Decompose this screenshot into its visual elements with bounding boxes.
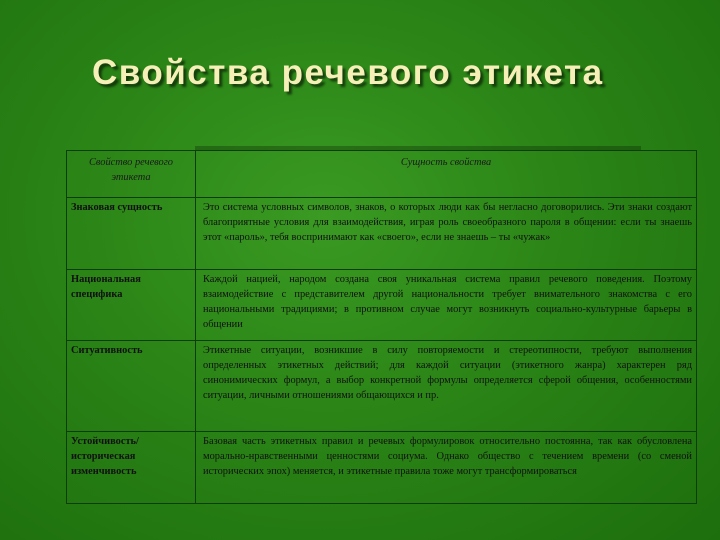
- table-row: [67, 432, 697, 504]
- description-cell: Каждой нацией, народом создана своя уникальная система правил речевого поведения. Поэтому взаимодействие с представителем другой национальности требует внимательного знакомства с его национальными традициями; в противном случае могут возникнуть социально-культурные барьеры в общении: [196, 270, 697, 341]
- table-row: [67, 341, 697, 432]
- etiquette-properties-table: [66, 150, 697, 504]
- property-cell: Национальная специфика: [67, 270, 196, 341]
- description-cell: Этикетные ситуации, возникшие в силу повторяемости и стереотипности, требуют выполнения определенных этикетных действий; для каждой ситуации (этикетного жанра) характерен ряд синонимических формул, а выбор конкретной формулы определяется сферой общения, особенностями ситуации, личными отношениями общающихся и пр.: [196, 341, 697, 432]
- property-cell: Знаковая сущность: [67, 198, 196, 270]
- description-cell: Базовая часть этикетных правил и речевых формулировок относительно постоянна, так как обусловлена морально-нравственными ценностями социума. Однако общество с течением времени (со сменой исторических эпох) меняется, и этикетные правила тоже могут трансформироваться: [196, 432, 697, 504]
- slide-title: Свойства речевого этикета: [92, 53, 604, 92]
- header-essence: Сущность свойства: [196, 151, 697, 198]
- table-row: [67, 270, 697, 341]
- table-header-row: [67, 151, 697, 198]
- header-property: Свойство речевого этикета: [67, 151, 196, 198]
- property-cell: Ситуативность: [67, 341, 196, 432]
- description-cell: Это система условных символов, знаков, о которых люди как бы негласно договорились. Эти знаки создают благоприятные условия для взаимодействия, играя роль своеобразного пароля в общении: если ты знаешь этот «пароль», тебя воспринимают как «своего», если не знаешь – ты «чужак»: [196, 198, 697, 270]
- table-row: [67, 198, 697, 270]
- property-cell: Устойчивость/ историческая изменчивость: [67, 432, 196, 504]
